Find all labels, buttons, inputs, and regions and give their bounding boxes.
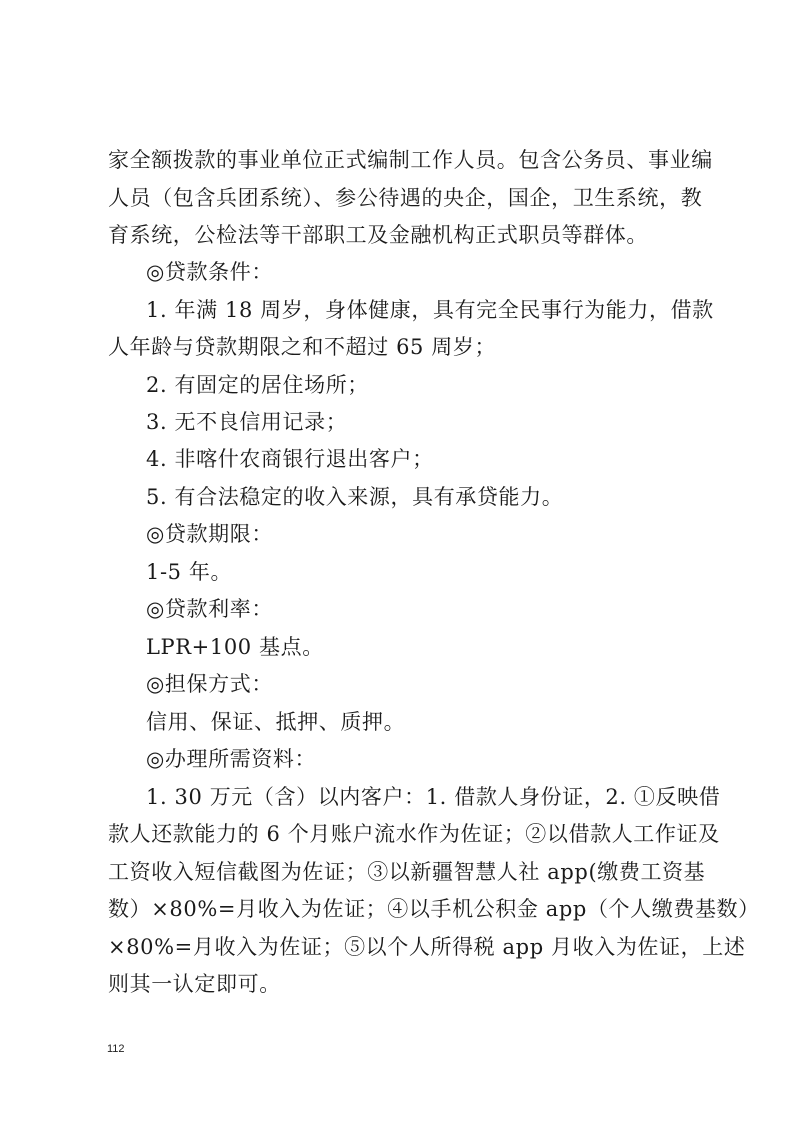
- text-line: ×80%=月收入为佐证；⑤以个人所得税 app 月收入为佐证，上述: [108, 935, 746, 959]
- text-line: LPR+100 基点。: [146, 635, 324, 659]
- section-heading-loan-conditions: ◎贷款条件：: [146, 260, 273, 284]
- text-line: 1. 30 万元（含）以内客户：1. 借款人身份证，2. ①反映借: [146, 785, 721, 809]
- text-line: 1-5 年。: [146, 560, 233, 584]
- text-line: 工资收入短信截图为佐证；③以新疆智慧人社 app(缴费工资基: [108, 860, 706, 884]
- section-heading-materials: ◎办理所需资料：: [146, 747, 317, 771]
- text-line: 育系统，公检法等干部职工及金融机构正式职员等群体。: [108, 223, 648, 247]
- text-line: 家全额拨款的事业单位正式编制工作人员。包含公务员、事业编: [108, 148, 713, 172]
- text-line: 2. 有固定的居住场所；: [146, 373, 369, 397]
- section-heading-guarantee: ◎担保方式：: [146, 672, 273, 696]
- text-line: 人员（包含兵团系统）、参公待遇的央企，国企，卫生系统，教: [108, 186, 703, 210]
- section-heading-loan-term: ◎贷款期限：: [146, 522, 273, 546]
- text-line: 人年龄与贷款期限之和不超过 65 周岁；: [108, 335, 497, 359]
- text-line: 则其一认定即可。: [108, 972, 281, 996]
- section-heading-loan-rate: ◎贷款利率：: [146, 597, 273, 621]
- text-line: 款人还款能力的 6 个月账户流水作为佐证；②以借款人工作证及: [108, 822, 720, 846]
- text-line: 4. 非喀什农商银行退出客户；: [146, 447, 434, 471]
- text-line: 数）×80%=月收入为佐证；④以手机公积金 app（个人缴费基数）: [108, 897, 760, 921]
- text-line: 1. 年满 18 周岁，身体健康，具有完全民事行为能力，借款: [146, 298, 714, 322]
- text-line: 5. 有合法稳定的收入来源，具有承贷能力。: [146, 485, 564, 509]
- text-line: 信用、保证、抵押、质押。: [146, 710, 406, 734]
- page-number: 112: [107, 1043, 125, 1055]
- text-line: 3. 无不良信用记录；: [146, 410, 348, 434]
